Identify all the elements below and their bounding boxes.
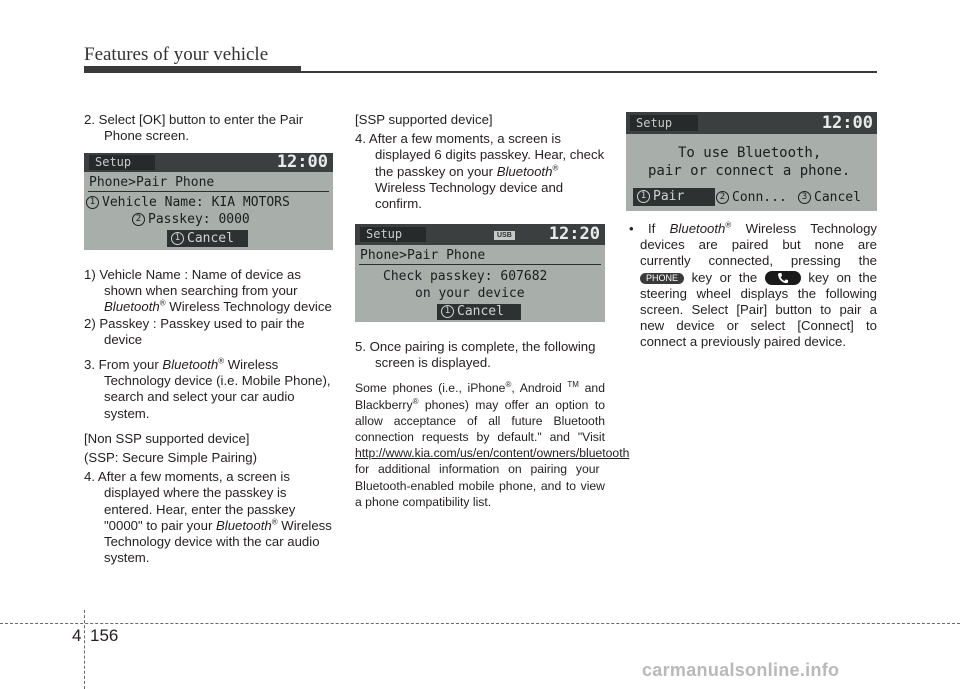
bluetooth-connect-screen [626, 112, 877, 211]
note-vehicle-name: 1) Vehicle Name : Name of device as shown when searching from your Bluetooth® Wireless Technology device [84, 267, 332, 315]
check-passkey-screen [355, 224, 605, 322]
left-column-lower [84, 267, 334, 566]
screen-divider [88, 191, 329, 192]
vehicle-name-line: 1 Vehicle Name: KIA MOTORS [86, 195, 290, 210]
call-key-icon [765, 271, 801, 285]
left-column [84, 112, 334, 144]
setup-label: Setup [89, 155, 155, 170]
use-bluetooth-line: To use Bluetooth, [678, 145, 822, 161]
phone-key-instruction: • If Bluetooth® Wireless Technology devices are paired but none are currently connected, pressing the PHONE key or the key on the steering wheel displays the following screen. Select [Pair] button to pair a new device or select [Connect] to connect a previously paired device. [629, 220, 877, 350]
non-ssp-heading: [Non SSP supported device] [84, 430, 250, 446]
cancel-button[interactable]: 1 Cancel [167, 230, 248, 247]
kia-bluetooth-link[interactable]: http://www.kia.com/us/en/content/owners/bluetooth [355, 446, 630, 461]
clock: 12:00 [276, 153, 328, 172]
footer-rule [0, 623, 960, 624]
note-passkey: 2) Passkey : Passkey used to pair the device [84, 315, 305, 347]
cancel-button[interactable]: 3 Cancel [798, 190, 861, 205]
ssp-definition: (SSP: Secure Simple Pairing) [84, 450, 257, 466]
footer-divider [84, 610, 85, 689]
step-4-non-ssp: 4. After a few moments, a screen is displayed where the passkey is entered. Hear, enter the passkey "0000" to pair your Bluetooth® Wireless Technology device with the car audio system. [84, 469, 332, 566]
check-passkey-line: Check passkey: 607682 [383, 269, 548, 284]
section-number: 4 [72, 626, 82, 645]
header-rule [301, 71, 877, 73]
clock: 12:00 [821, 113, 873, 133]
usb-badge: USB [494, 231, 515, 240]
middle-column-lower [355, 339, 630, 510]
pair-or-connect-line: pair or connect a phone. [648, 163, 851, 179]
step-3: 3. From your Bluetooth® Wireless Technology device (i.e. Mobile Phone), search and select your car audio system. [84, 356, 331, 421]
step-4-ssp: 4. After a few moments, a screen is displayed 6 digits passkey. Hear, check the passkey on your Bluetooth® Wireless Technology device and confirm. [355, 131, 605, 212]
clock: 12:20 [548, 224, 600, 244]
page-header-title: Features of your vehicle [84, 44, 269, 65]
ssp-heading: [SSP supported device] [355, 112, 493, 127]
header-bar [84, 66, 301, 73]
right-column [626, 221, 877, 351]
connect-button[interactable]: 2 Conn... [716, 190, 787, 205]
breadcrumb: Phone>Pair Phone [89, 175, 215, 190]
cancel-button[interactable]: 1 Cancel [437, 304, 521, 320]
step-5: 5. Once pairing is complete, the following screen is displayed. [355, 339, 596, 371]
on-your-device-line: on your device [415, 286, 525, 301]
setup-label: Setup [630, 115, 698, 131]
step-2: 2. Select [OK] button to enter the Pair Phone screen. [84, 112, 304, 144]
pair-button[interactable]: 1 Pair [633, 188, 715, 206]
middle-column [355, 112, 605, 212]
compatibility-note: Some phones (i.e., iPhone®, Android ™ and Blackberry® phones) may offer an option to allow acceptance of all future Bluetooth connection requests by default." and "Visit http://www.kia.com/us/en/content/owners/bluetooth for additional information on pairing your Bluetooth-enabled mobile phone, and to view a phone compatibility list. [355, 380, 630, 509]
breadcrumb: Phone>Pair Phone [360, 248, 486, 263]
phone-key-icon: PHONE [640, 273, 684, 284]
page-number: 156 [90, 626, 119, 645]
passkey-line: 2 Passkey: 0000 [132, 212, 250, 227]
pair-phone-screen [84, 153, 333, 250]
screen-divider [359, 264, 601, 265]
watermark: carmanualsonline.info [642, 660, 840, 680]
setup-label: Setup [360, 227, 426, 242]
